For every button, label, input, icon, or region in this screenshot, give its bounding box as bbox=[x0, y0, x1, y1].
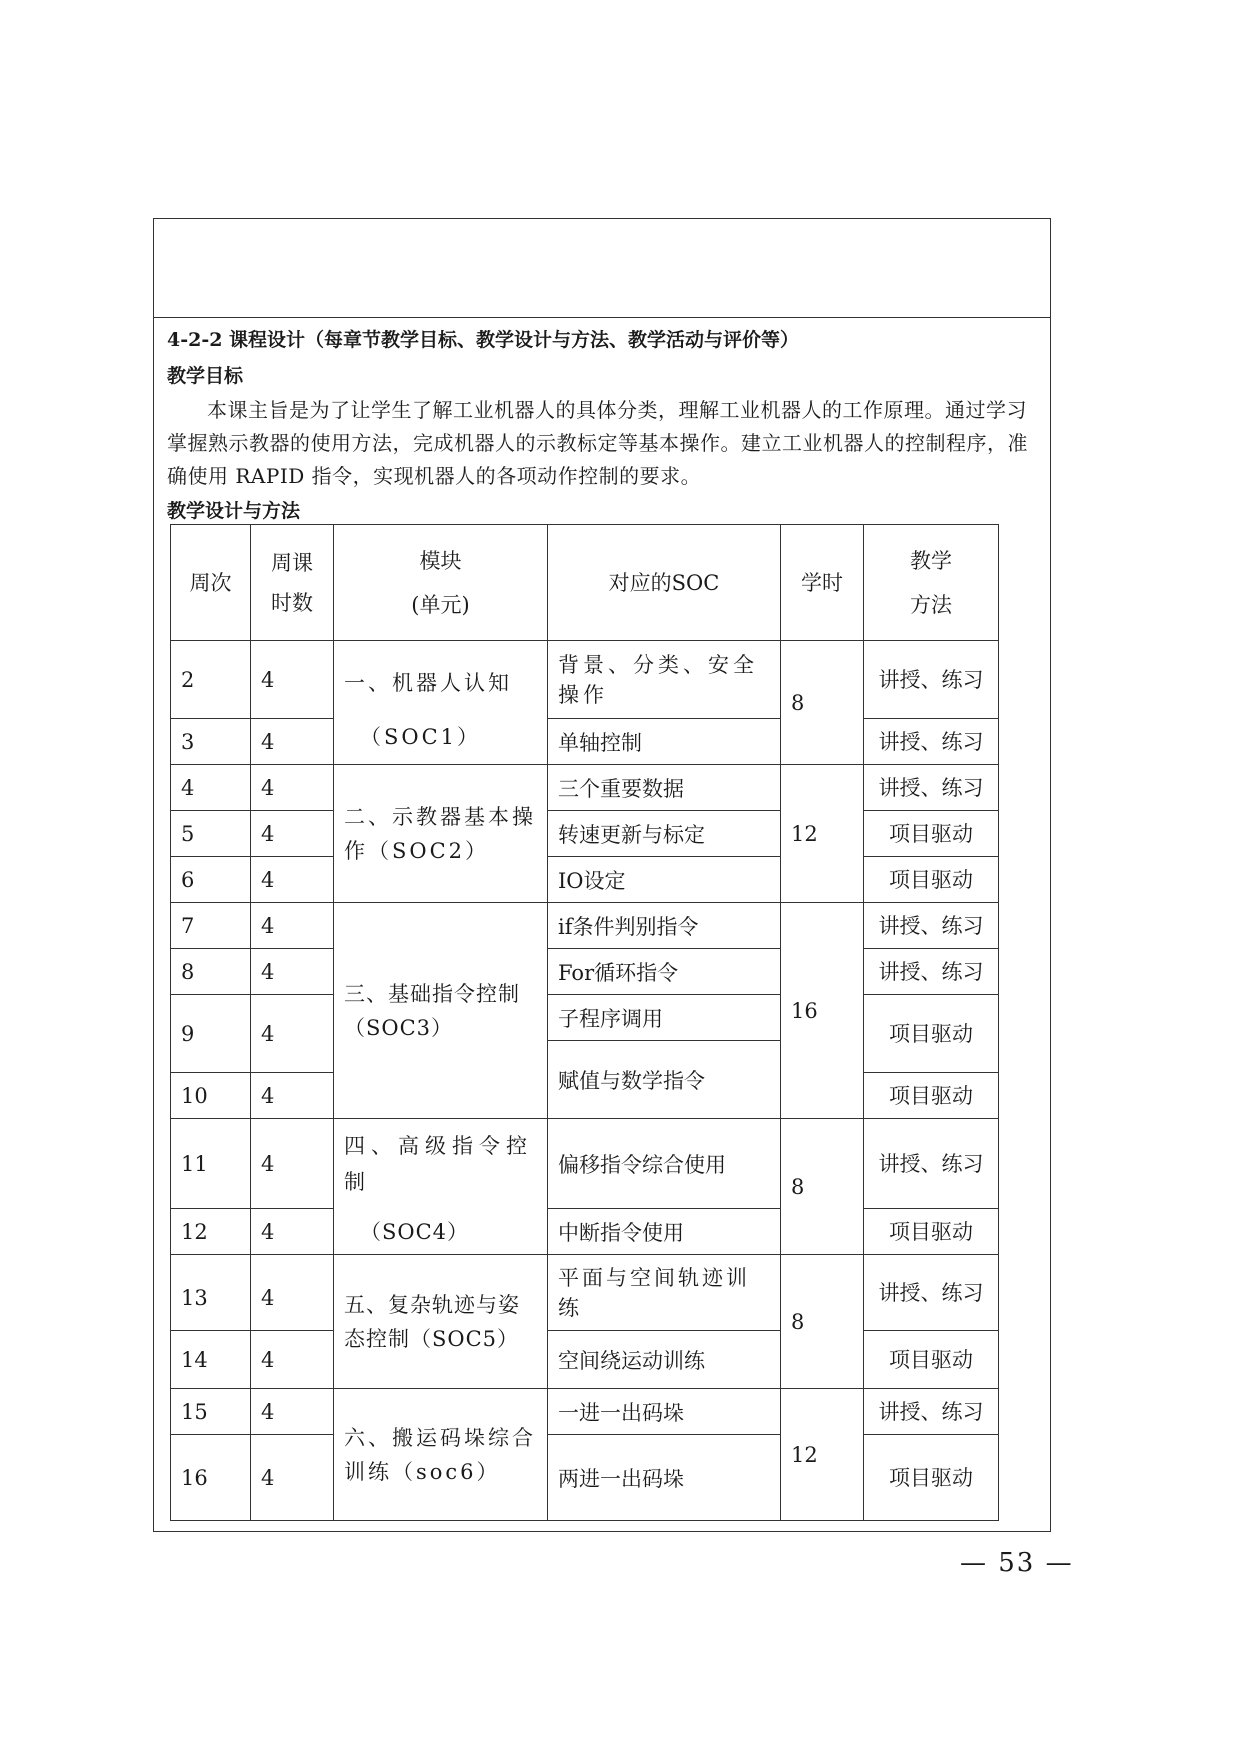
module-cell bbox=[334, 1119, 548, 1255]
soc-cell: For循环指令 bbox=[548, 949, 781, 995]
week-cell: 5 bbox=[171, 811, 251, 857]
hours-cell: 8 bbox=[781, 1255, 864, 1389]
hpw-cell: 4 bbox=[251, 1209, 334, 1255]
method-cell: 讲授、练习 bbox=[864, 719, 999, 765]
method-cell: 讲授、练习 bbox=[864, 949, 999, 995]
hours-cell: 16 bbox=[781, 903, 864, 1119]
soc-cell: 平面与空间轨迹训练 bbox=[548, 1255, 781, 1331]
method-cell: 项目驱动 bbox=[864, 1435, 999, 1521]
hours-cell: 8 bbox=[781, 1119, 864, 1255]
hpw-cell: 4 bbox=[251, 1435, 334, 1521]
table-row bbox=[171, 1389, 999, 1435]
header-module bbox=[334, 525, 548, 641]
module-name: 一、机器人认知 bbox=[344, 670, 512, 695]
week-cell: 11 bbox=[171, 1119, 251, 1209]
page-number: — 53 — bbox=[960, 1548, 1074, 1578]
objective-text: 本课主旨是为了让学生了解工业机器人的具体分类，理解工业机器人的工作原理。通过学习掌握熟示教器的使用方法，完成机器人的示教标定等基本操作。建立工业机器人的控制程序，准确使用 RAPID 指令，实现机器人的各项动作控制的要求。 bbox=[167, 398, 1028, 488]
table-row bbox=[171, 1209, 999, 1255]
soc-cell: 背景、分类、安全操作 bbox=[548, 641, 781, 719]
soc-cell: 子程序调用 bbox=[548, 995, 781, 1041]
week-cell: 6 bbox=[171, 857, 251, 903]
module-cell: 三、基础指令控制（SOC3） bbox=[334, 903, 548, 1119]
week-cell: 3 bbox=[171, 719, 251, 765]
week-cell: 9 bbox=[171, 995, 251, 1073]
week-cell: 2 bbox=[171, 641, 251, 719]
objective-heading: 教学目标 bbox=[167, 365, 244, 387]
hpw-cell: 4 bbox=[251, 1119, 334, 1209]
table-row bbox=[171, 765, 999, 811]
header-week: 周次 bbox=[171, 525, 251, 641]
header-module-line1: 模块 bbox=[419, 548, 462, 573]
hpw-cell: 4 bbox=[251, 1073, 334, 1119]
module-cell bbox=[334, 641, 548, 765]
table-row bbox=[171, 811, 999, 857]
hpw-cell: 4 bbox=[251, 995, 334, 1073]
soc-cell: 单轴控制 bbox=[548, 719, 781, 765]
soc-cell: 转速更新与标定 bbox=[548, 811, 781, 857]
course-schedule-table bbox=[170, 524, 999, 1521]
table-row bbox=[171, 1119, 999, 1209]
week-cell: 12 bbox=[171, 1209, 251, 1255]
table-row bbox=[171, 857, 999, 903]
module-name: 四、高级指令控制 bbox=[344, 1133, 533, 1194]
header-hpw-line2: 时数 bbox=[271, 590, 313, 615]
week-cell: 8 bbox=[171, 949, 251, 995]
table-row bbox=[171, 995, 999, 1041]
table-row bbox=[171, 641, 999, 719]
header-method bbox=[864, 525, 999, 641]
form-frame bbox=[153, 218, 1051, 1532]
hpw-cell: 4 bbox=[251, 903, 334, 949]
soc-cell: 中断指令使用 bbox=[548, 1209, 781, 1255]
section-title: 4-2-2 课程设计（每章节教学目标、教学设计与方法、教学活动与评价等） bbox=[167, 329, 800, 351]
method-cell: 项目驱动 bbox=[864, 857, 999, 903]
table-row bbox=[171, 1255, 999, 1331]
module-cell: 二、示教器基本操作（SOC2） bbox=[334, 765, 548, 903]
soc-cell: IO设定 bbox=[548, 857, 781, 903]
soc-cell: 两进一出码垛 bbox=[548, 1435, 781, 1521]
method-cell: 项目驱动 bbox=[864, 1209, 999, 1255]
table-header-row bbox=[171, 525, 999, 641]
module-cell: 五、复杂轨迹与姿态控制（SOC5） bbox=[334, 1255, 548, 1389]
method-cell: 讲授、练习 bbox=[864, 641, 999, 719]
hours-cell: 12 bbox=[781, 765, 864, 903]
week-cell: 14 bbox=[171, 1331, 251, 1389]
week-cell: 13 bbox=[171, 1255, 251, 1331]
soc-cell: 赋值与数学指令 bbox=[548, 1041, 781, 1119]
soc-cell: if条件判别指令 bbox=[548, 903, 781, 949]
method-cell: 项目驱动 bbox=[864, 1073, 999, 1119]
table-row bbox=[171, 1331, 999, 1389]
method-cell: 讲授、练习 bbox=[864, 903, 999, 949]
course-design-section bbox=[167, 322, 1043, 529]
week-cell: 10 bbox=[171, 1073, 251, 1119]
header-method-line1: 教学 bbox=[910, 548, 952, 573]
week-cell: 7 bbox=[171, 903, 251, 949]
header-hours-per-week bbox=[251, 525, 334, 641]
method-cell: 项目驱动 bbox=[864, 995, 999, 1073]
hpw-cell: 4 bbox=[251, 857, 334, 903]
table-row bbox=[171, 949, 999, 995]
hpw-cell: 4 bbox=[251, 641, 334, 719]
hours-cell: 12 bbox=[781, 1389, 864, 1521]
week-cell: 4 bbox=[171, 765, 251, 811]
method-cell: 讲授、练习 bbox=[864, 1119, 999, 1209]
soc-cell: 三个重要数据 bbox=[548, 765, 781, 811]
module-code: （SOC1） bbox=[360, 724, 482, 749]
table-row bbox=[171, 719, 999, 765]
hpw-cell: 4 bbox=[251, 719, 334, 765]
module-cell: 六、搬运码垛综合训练（soc6） bbox=[334, 1389, 548, 1521]
hpw-cell: 4 bbox=[251, 1331, 334, 1389]
soc-cell: 一进一出码垛 bbox=[548, 1389, 781, 1435]
soc-cell: 偏移指令综合使用 bbox=[548, 1119, 781, 1209]
table-row bbox=[171, 903, 999, 949]
method-cell: 项目驱动 bbox=[864, 1331, 999, 1389]
header-hpw-line1: 周课 bbox=[271, 550, 313, 575]
design-heading: 教学设计与方法 bbox=[167, 500, 301, 522]
week-cell: 15 bbox=[171, 1389, 251, 1435]
hpw-cell: 4 bbox=[251, 765, 334, 811]
hpw-cell: 4 bbox=[251, 1389, 334, 1435]
header-soc: 对应的SOC bbox=[548, 525, 781, 641]
header-hours: 学时 bbox=[781, 525, 864, 641]
method-cell: 讲授、练习 bbox=[864, 765, 999, 811]
empty-top-cell bbox=[154, 219, 1050, 318]
soc-cell: 空间绕运动训练 bbox=[548, 1331, 781, 1389]
table-row bbox=[171, 1435, 999, 1521]
header-module-line2: (单元) bbox=[411, 592, 470, 617]
method-cell: 项目驱动 bbox=[864, 811, 999, 857]
hpw-cell: 4 bbox=[251, 811, 334, 857]
week-cell: 16 bbox=[171, 1435, 251, 1521]
hpw-cell: 4 bbox=[251, 949, 334, 995]
module-code: （SOC4） bbox=[360, 1219, 470, 1244]
header-method-line2: 方法 bbox=[910, 592, 952, 617]
hpw-cell: 4 bbox=[251, 1255, 334, 1331]
method-cell: 讲授、练习 bbox=[864, 1389, 999, 1435]
hours-cell: 8 bbox=[781, 641, 864, 765]
method-cell: 讲授、练习 bbox=[864, 1255, 999, 1331]
